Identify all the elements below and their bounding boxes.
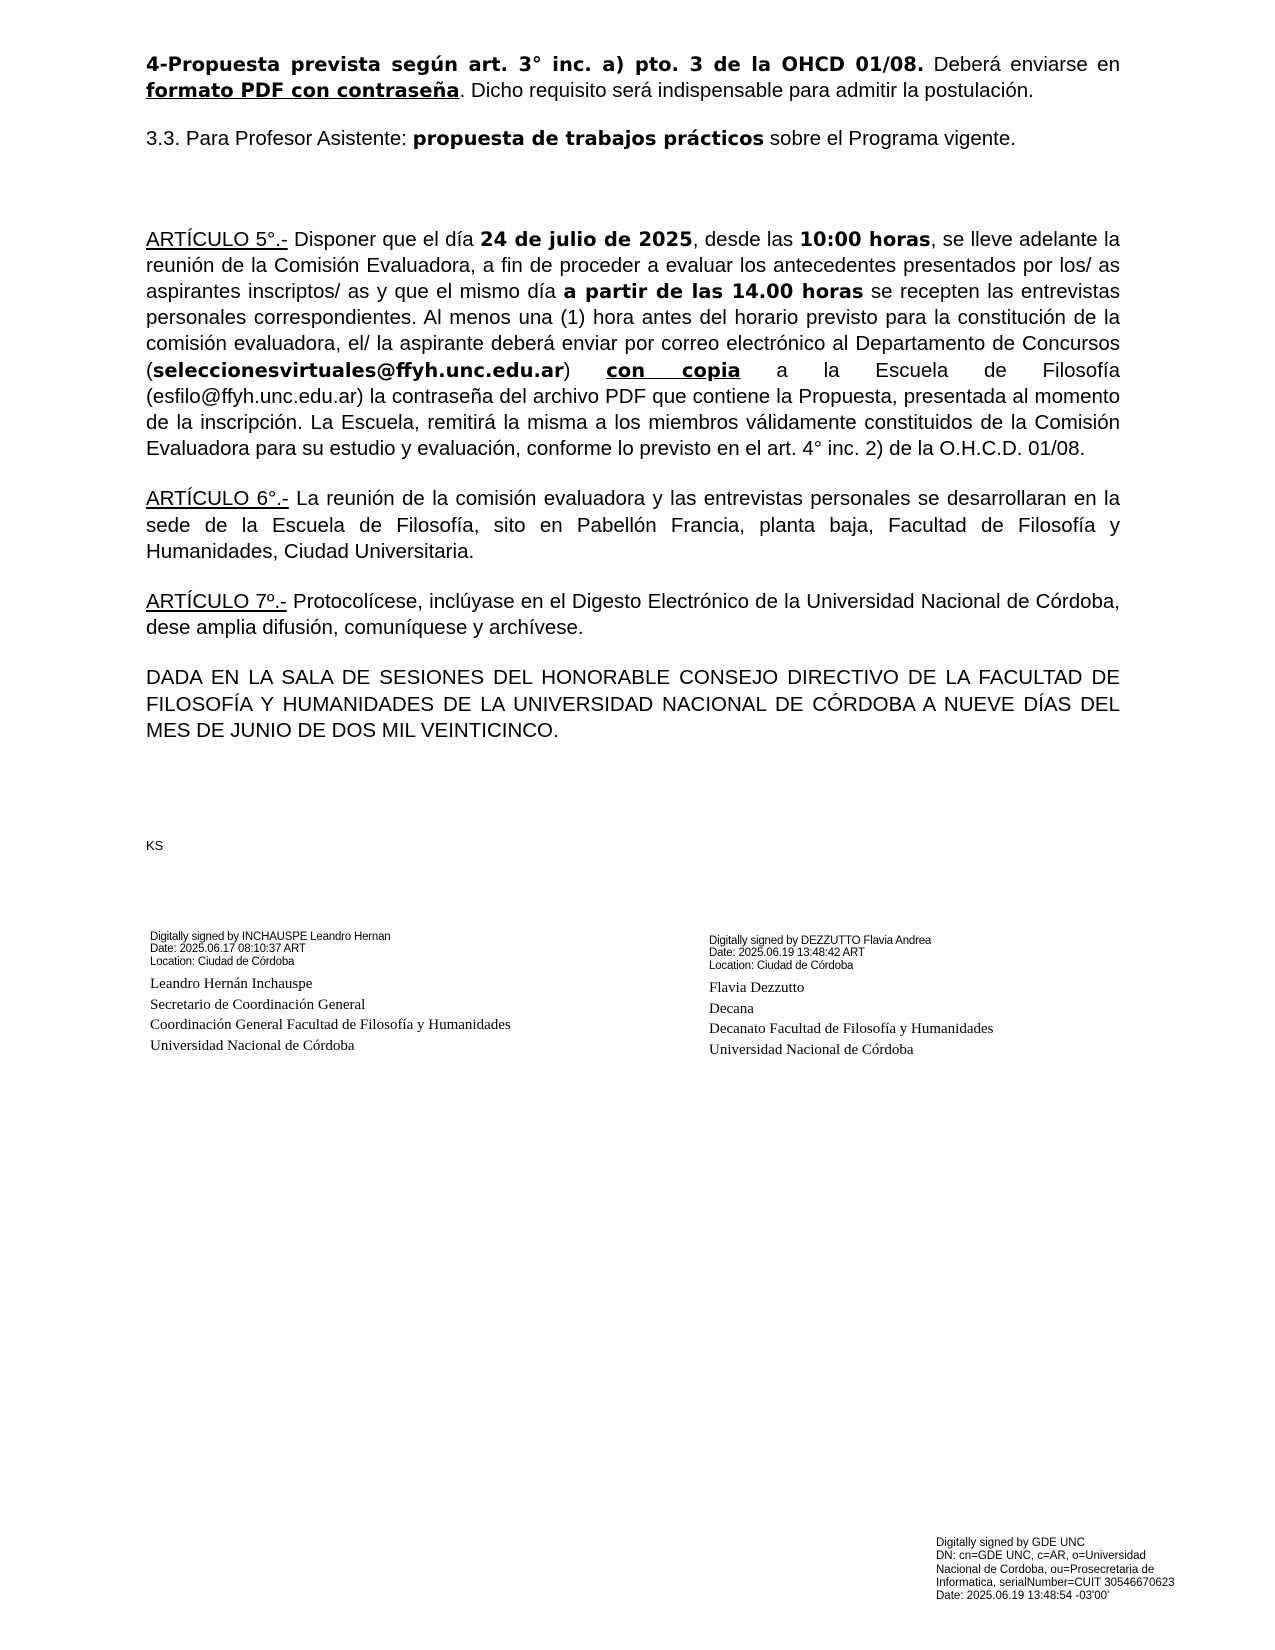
gde-signature-stamp [936,1537,1175,1603]
article-7-heading: ARTÍCULO 7º.- [146,590,287,614]
signer-unit: Coordinación General Facultad de Filosofía y Humanidades [150,1017,511,1034]
cc-label: con copia [606,358,741,382]
signature-date: Date: 2025.06.17 08:10:37 ART [150,943,306,956]
signer-name: Flavia Dezzutto [709,980,805,997]
asistente-bold: propuesta de trabajos prácticos [412,127,765,151]
signed-by: Digitally signed by DEZZUTTO Flavia Andrea [709,935,932,947]
signer-organization: Universidad Nacional de Córdoba [709,1041,914,1058]
meeting-time: 10:00 horas [799,227,931,251]
contact-email: seleccionesvirtuales@ffyh.unc.edu.ar [152,358,564,382]
article-5-text-4: se recepten las entrevistas personales correspondientes. Al menos una (1) hora antes del horario previsto para la constitución de la comisión evaluadora, el/ la aspirante deberá enviar por correo electrónico al Departamento de Concursos ( [146,280,1121,382]
digital-signature-stamp [150,931,511,968]
propuesta-text-2: . Dicho requisito será indispensable para admitir la postulación. [459,79,1034,103]
signer-name: Leandro Hernán Inchauspe [150,976,313,993]
meeting-date: 24 de julio de 2025 [480,227,693,251]
propuesta-text-1: Deberá enviarse en [924,53,1120,76]
signature-location: Location: Ciudad de Córdoba [150,955,295,968]
signer-role: Secretario de Coordinación General [150,996,366,1013]
signature-date: Date: 2025.06.19 13:48:42 ART [709,947,865,960]
signer-details [709,978,994,1060]
article-5-text-2: , desde las [692,227,800,251]
article-5-text-3: , se lleve adelante la reunión de la Comisión Evaluadora, a fin de proceder a evaluar los antecedentes presentados por los/ as aspirantes inscriptos/ as y que el mismo día [146,227,1120,304]
article-6-heading: ARTÍCULO 6°.- [146,487,289,511]
article-5-text-6: a la Escuela de Filosofía (esfilo@ffyh.unc.edu.ar) la contraseña del archivo PDF que contiene la Propuesta, presentada al momento de la inscripción. La Escuela, remitirá la misma a los miembros válidamente constituidos de la Comisión Evaluadora para su estudio y evaluación, conforme lo previsto en el art. 4° inc. 2) de la O.H.C.D. 01/08. [146,358,1120,461]
pdf-requirement: formato PDF con contraseña [146,79,460,103]
closing-statement: DADA EN LA SALA DE SESIONES DEL HONORABLE CONSEJO DIRECTIVO DE LA FACULTAD DE FILOSOFÍA Y HUMANIDADES DE LA UNIVERSIDAD NACIONAL DE CÓRDOBA A NUEVE DÍAS DEL MES DE JUNIO DE DOS MIL VEINTICINCO. [146,666,1120,742]
signer-unit: Decanato Facultad de Filosofía y Humanidades [709,1021,994,1038]
signature-block-right [709,935,994,1060]
document-body [146,47,1120,744]
gde-signed-by: Digitally signed by GDE UNC [936,1537,1085,1549]
signed-by: Digitally signed by INCHAUSPE Leandro Hernan [150,931,391,943]
gde-dn-line: DN: cn=GDE UNC, c=AR, o=Universidad [936,1550,1146,1563]
signer-details [150,974,511,1056]
asistente-text-2: sobre el Programa vigente. [764,127,1016,151]
article-7 [146,589,1120,641]
asistente-text-1: 3.3. Para Profesor Asistente: [146,127,413,151]
article-5 [146,227,1120,463]
paragraph-profesor-asistente [146,126,1120,152]
signer-role: Decana [709,1000,754,1017]
gde-dn-line: Informatica, serialNumber=CUIT 30546670623 [936,1576,1175,1589]
propuesta-title: 4-Propuesta prevista según art. 3° inc. a) pto. 3 de la OHCD 01/08. [146,53,925,76]
signature-location: Location: Ciudad de Córdoba [709,959,854,972]
interview-time: a partir de las 14.00 horas [563,280,864,304]
article-5-heading: ARTÍCULO 5°.- [146,227,288,251]
signature-block-left [150,931,511,1056]
article-7-text: Protocolícese, inclúyase en el Digesto Electrónico de la Universidad Nacional de Córdoba, dese amplia difusión, comuníquese y archívese. [146,590,1120,640]
gde-dn-line: Nacional de Cordoba, ou=Prosecretaria de [936,1563,1155,1576]
gde-date: Date: 2025.06.19 13:48:54 -03'00' [936,1590,1110,1603]
digital-signature-stamp [709,935,994,972]
signer-organization: Universidad Nacional de Córdoba [150,1037,355,1054]
article-5-text-1: Disponer que el día [287,227,480,251]
paragraph-propuesta [146,52,1120,104]
article-6 [146,486,1120,565]
typist-initials: KS [146,838,164,853]
article-6-text: La reunión de la comisión evaluadora y las entrevistas personales se desarrollaran en la sede de la Escuela de Filosofía, sito en Pabellón Francia, planta baja, Facultad de Filosofía y Humanidades, Ciudad Universitaria. [146,487,1120,563]
article-5-text-5: ) [563,358,607,382]
